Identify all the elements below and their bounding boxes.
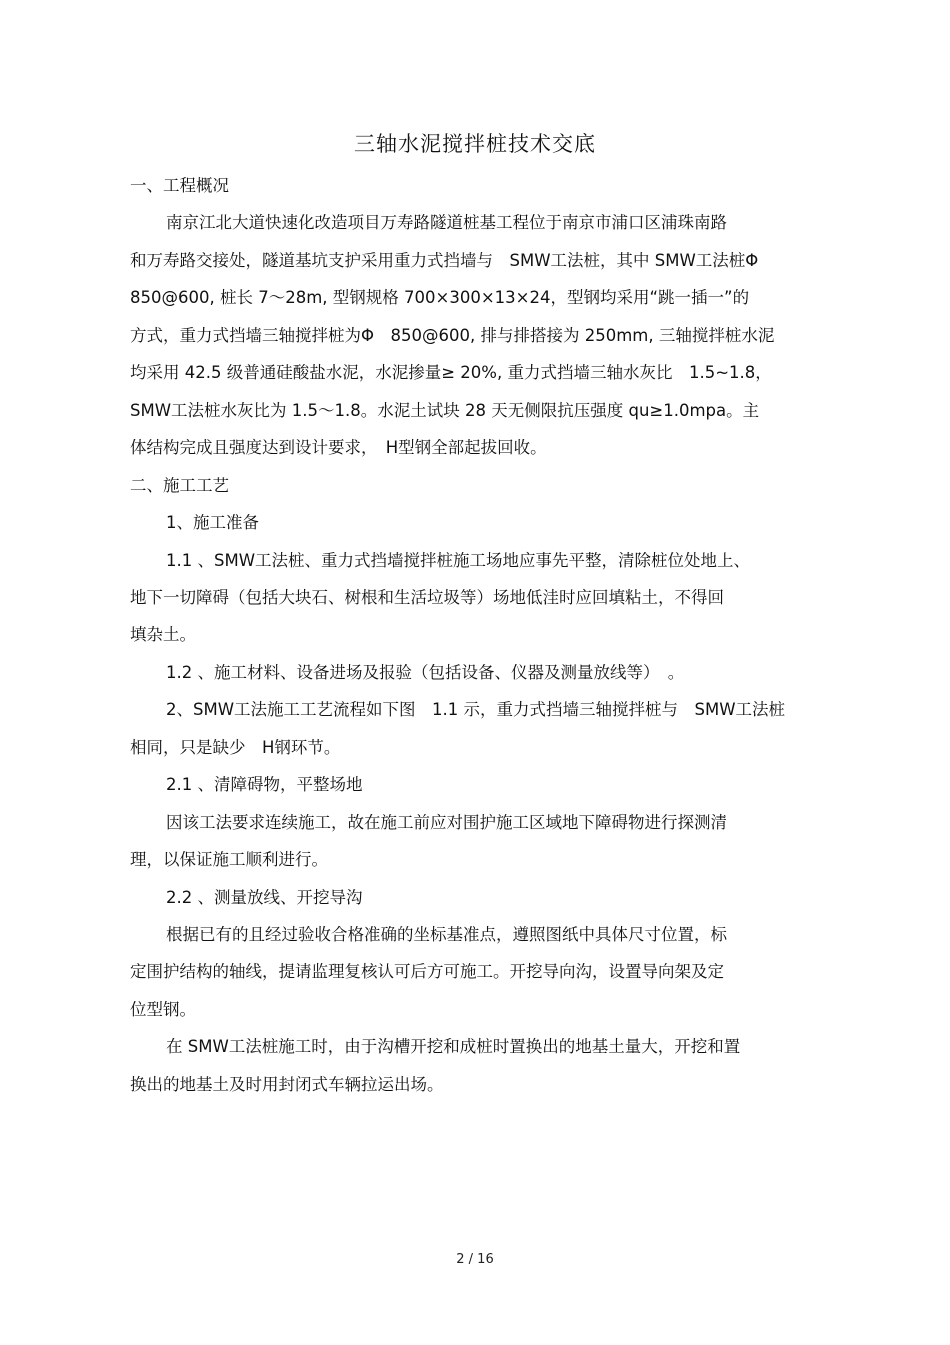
section-heading-overview: 一、工程概况 [130, 176, 229, 195]
paragraph-line: SMW工法桩水灰比为 1.5～1.8。水泥土试块 28 天无侧限抗压强度 qu≥1.0mpa。主 [130, 401, 760, 420]
subheading-line: 2.2 、测量放线、开挖导沟 [166, 888, 363, 907]
paragraph-line: 1.1 、SMW工法桩、重力式挡墙搅拌桩施工场地应事先平整，清除桩位处地上、 [166, 551, 751, 570]
paragraph-line: 1.2 、施工材料、设备进场及报验（包括设备、仪器及测量放线等） 。 [166, 663, 685, 682]
document-title: 三轴水泥搅拌桩技术交底 [354, 132, 596, 156]
section-heading-process: 二、施工工艺 [130, 476, 229, 495]
paragraph-line: 地下一切障碍（包括大块石、树根和生活垃圾等）场地低洼时应回填粘土，不得回 [130, 588, 724, 607]
paragraph-line: 2、SMW工法施工工艺流程如下图 1.1 示，重力式挡墙三轴搅拌桩与 SMW工法桩 [166, 700, 786, 719]
paragraph-line: 位型钢。 [130, 1000, 196, 1019]
paragraph-line: 均采用 42.5 级普通硅酸盐水泥，水泥掺量≥ 20%, 重力式挡墙三轴水灰比 1.5~1.8， [130, 363, 772, 382]
paragraph-line: 因该工法要求连续施工，故在施工前应对围护施工区域地下障碍物进行探测清 [166, 813, 727, 832]
paragraph-line: 南京江北大道快速化改造项目万寿路隧道桩基工程位于南京市浦口区浦珠南路 [166, 213, 727, 232]
paragraph-line: 850@600, 桩长 7～28m, 型钢规格 700×300×13×24，型钢均采用“跳一插一”的 [130, 288, 750, 307]
paragraph-line: 和万寿路交接处，隧道基坑支护采用重力式挡墙与 SMW工法桩，其中 SMW工法桩Φ [130, 251, 759, 270]
paragraph-line: 相同，只是缺少 H钢环节。 [130, 738, 341, 757]
page-indicator: 2 / 16 [456, 1252, 494, 1267]
paragraph-line: 定围护结构的轴线，提请监理复核认可后方可施工。开挖导向沟，设置导向架及定 [130, 962, 724, 981]
paragraph-line: 换出的地基土及时用封闭式车辆拉运出场。 [130, 1075, 444, 1094]
subheading-line: 2.1 、清障碍物，平整场地 [166, 775, 363, 794]
subheading-line: 1、施工准备 [166, 513, 259, 532]
paragraph-line: 方式，重力式挡墙三轴搅拌桩为Φ 850@600, 排与排搭接为 250mm, 三轴搅拌桩水泥 [130, 326, 775, 345]
paragraph-line: 理，以保证施工顺利进行。 [130, 850, 328, 869]
paragraph-line: 填杂土。 [130, 625, 196, 644]
paragraph-line: 体结构完成且强度达到设计要求， H型钢全部起拔回收。 [130, 438, 547, 457]
paragraph-line: 在 SMW工法桩施工时，由于沟槽开挖和成桩时置换出的地基土量大，开挖和置 [166, 1037, 741, 1056]
paragraph-line: 根据已有的且经过验收合格准确的坐标基准点，遵照图纸中具体尺寸位置，标 [166, 925, 727, 944]
